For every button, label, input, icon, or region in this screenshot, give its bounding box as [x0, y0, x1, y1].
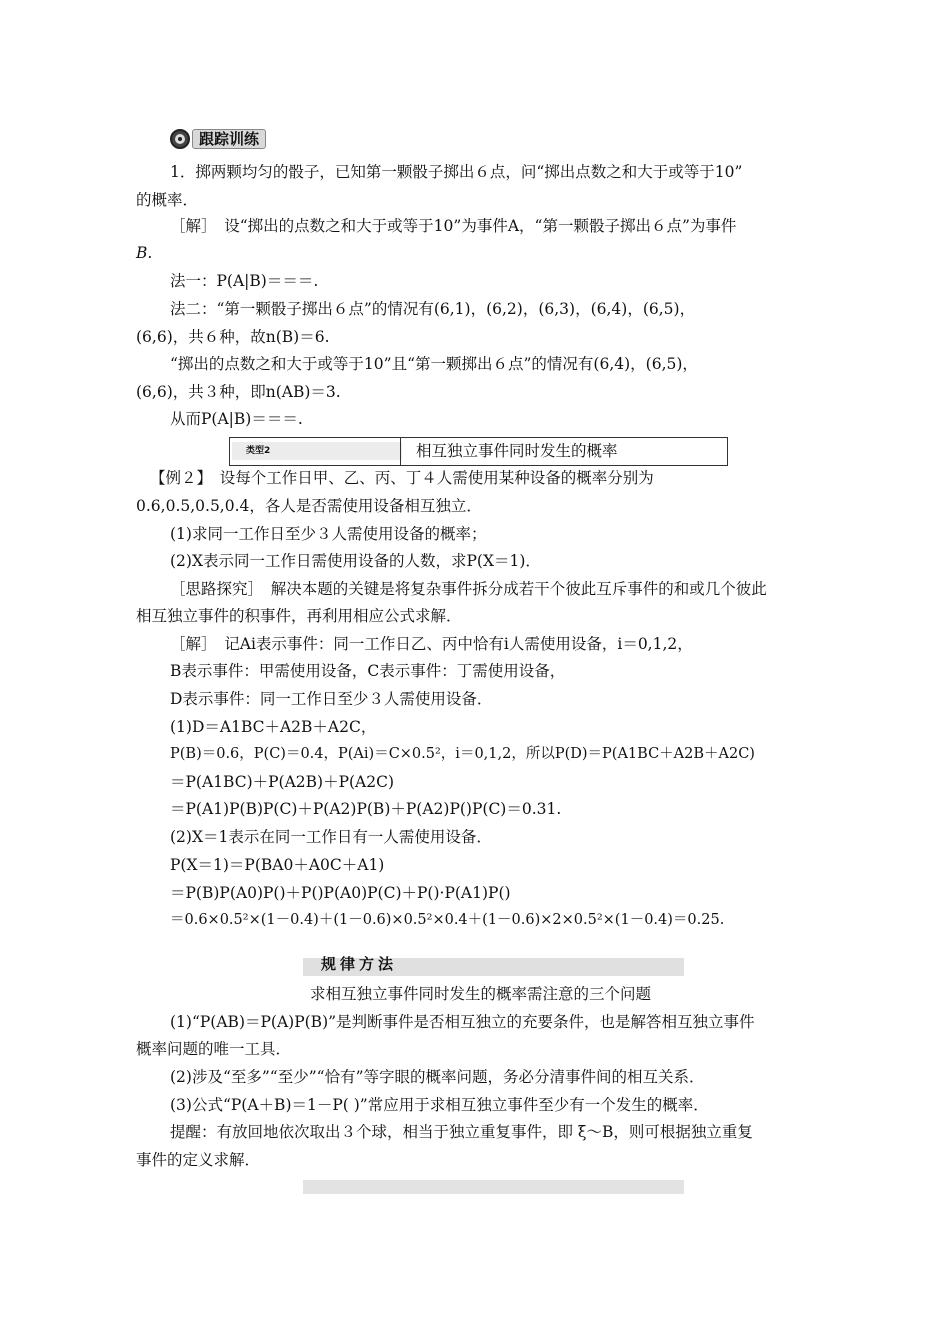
text-line: B.: [136, 244, 153, 262]
text-line: 法一：P(A|B)＝＝＝.: [170, 272, 319, 290]
text-line: ＝0.6×0.5²×(1－0.4)＋(1－0.6)×0.5²×0.4＋(1－0.6)×2×0.5²×(1－0.4)＝0.25.: [170, 912, 725, 928]
type-box-divider: [400, 438, 401, 465]
text-line: 0.6,0.5,0.5,0.4，各人是否需使用设备相互独立．: [136, 497, 482, 515]
text-line: “掷出的点数之和大于或等于10”且“第一颗掷出６点”的情况有(6,4)，(6,5)，: [170, 355, 698, 373]
rule-method-bar: [303, 955, 684, 976]
text-line: (6,6)，共３种，即n(AB)＝3.: [136, 383, 341, 401]
text-line: 概率问题的唯一工具．: [136, 1040, 292, 1058]
text-line: (6,6)，共６种，故n(B)＝6.: [136, 328, 330, 346]
text-line: (3)公式“P(A＋B)＝1－P( )”常应用于求相互独立事件至少有一个发生的概率．: [170, 1096, 709, 1114]
text-line: 从而P(A|B)＝＝＝.: [170, 410, 303, 428]
text-line: ＝P(A1BC)＋P(A2B)＋P(A2C): [170, 773, 395, 791]
text-line: ［思路探究］ 解决本题的关键是将复杂事件拆分成若干个彼此互斥事件的和或几个彼此: [170, 580, 767, 598]
text-line: (1)“P(AB)＝P(A)P(B)”是判断事件是否相互独立的充要条件，也是解答相互独立事件: [170, 1013, 755, 1031]
type-section-box: [229, 437, 728, 466]
bottom-divider-bar: [303, 1180, 684, 1194]
text-line: (2)X表示同一工作日需使用设备的人数，求P(X＝1)．: [170, 552, 541, 570]
text-line: B表示事件：甲需使用设备，C表示事件：丁需使用设备，: [170, 662, 566, 680]
text-line: (2)X＝1表示在同一工作日有一人需使用设备．: [170, 828, 492, 846]
text-line: (1)求同一工作日至少３人需使用设备的概率；: [170, 525, 487, 543]
text-line: (2)涉及“至多”“至少”“恰有”等字眼的概率问题，务必分清事件间的相互关系．: [170, 1068, 705, 1086]
text-line: ［解］ 记Ai表示事件：同一工作日乙、丙中恰有i人需使用设备，i＝0,1,2，: [170, 635, 693, 653]
text-line: ＝P(B)P(A0)P()＋P()P(A0)P(C)＋P()·P(A1)P(): [170, 884, 511, 902]
target-icon: [170, 129, 190, 149]
type-title: 相互独立事件同时发生的概率: [416, 442, 618, 460]
section-header-badge: [170, 128, 266, 150]
text-line: 法二：“第一颗骰子掷出６点”的情况有(6,1)，(6,2)，(6,3)，(6,4)，(6,5)，: [170, 300, 696, 318]
text-line: D表示事件：同一工作日至少３人需使用设备．: [170, 690, 493, 708]
example-heading: 【例２】 设每个工作日甲、乙、丙、丁４人需使用某种设备的概率分别为: [150, 469, 654, 487]
text-line: ＝P(A1)P(B)P(C)＋P(A2)P(B)＋P(A2)P()P(C)＝0.31.: [170, 800, 562, 818]
text-line: 的概率．: [136, 191, 199, 209]
rule-method-label: 规律方法: [321, 955, 398, 973]
text-line: P(B)＝0.6，P(C)＝0.4，P(Ai)＝C×0.5²，i＝0,1,2，所以P(D)＝P(A1BC＋A2B＋A2C): [170, 746, 755, 762]
section-header-label: 跟踪训练: [192, 129, 266, 149]
rule-subtitle: 求相互独立事件同时发生的概率需注意的三个问题: [310, 985, 652, 1003]
text-line: 1．掷两颗均匀的骰子，已知第一颗骰子掷出６点，问“掷出点数之和大于或等于10”: [170, 163, 743, 181]
type-tag: 类型2: [232, 442, 402, 460]
text-line: 事件的定义求解．: [136, 1151, 261, 1169]
text-line: P(X＝1)＝P(BA0＋A0C＋A1): [170, 856, 385, 874]
text-line: 相互独立事件的积事件，再利用相应公式求解．: [136, 607, 462, 625]
text-line: (1)D＝A1BC＋A2B＋A2C，: [170, 718, 377, 736]
text-line: ［解］ 设“掷出的点数之和大于或等于10”为事件A，“第一颗骰子掷出６点”为事件: [170, 217, 737, 235]
text-line: 提醒：有放回地依次取出３个球，相当于独立重复事件，即 ξ～B，则可根据独立重复: [170, 1123, 753, 1141]
